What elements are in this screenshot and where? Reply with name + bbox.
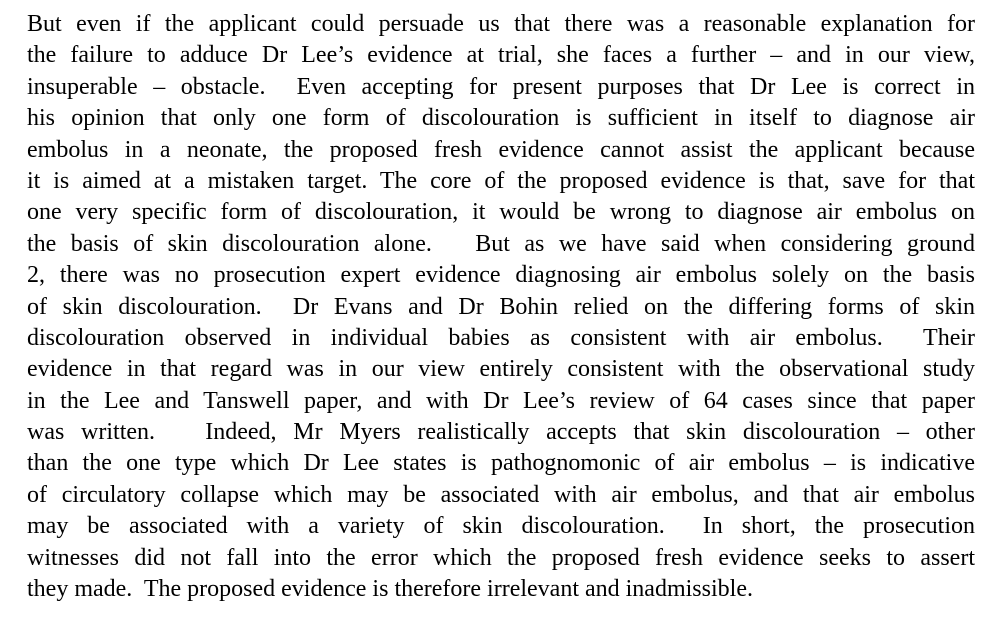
paragraph-line: discolouration observed in individual babies as consistent with air embolus. Their <box>27 324 975 351</box>
paragraph-line: the basis of skin discolouration alone. But as we have said when considering ground <box>27 230 975 257</box>
document-paragraph <box>27 9 975 605</box>
paragraph-line-last: they made. The proposed evidence is therefore irrelevant and inadmissible. <box>27 576 753 603</box>
paragraph-line: than the one type which Dr Lee states is pathognomonic of air embolus – is indicative <box>27 450 975 477</box>
paragraph-line: of skin discolouration. Dr Evans and Dr Bohin relied on the differing forms of skin <box>27 293 975 320</box>
paragraph-line: witnesses did not fall into the error which the proposed fresh evidence seeks to assert <box>27 544 975 571</box>
paragraph-line: insuperable – obstacle. Even accepting for present purposes that Dr Lee is correct in <box>27 73 975 100</box>
paragraph-line: embolus in a neonate, the proposed fresh evidence cannot assist the applicant because <box>27 136 975 163</box>
paragraph-line: was written. Indeed, Mr Myers realistically accepts that skin discolouration – other <box>27 419 975 446</box>
paragraph-line: in the Lee and Tanswell paper, and with Dr Lee’s review of 64 cases since that paper <box>27 387 975 414</box>
paragraph-line: of circulatory collapse which may be associated with air embolus, and that air embolus <box>27 481 975 508</box>
paragraph-line: the failure to adduce Dr Lee’s evidence at trial, she faces a further – and in our view, <box>27 42 975 69</box>
paragraph-line: his opinion that only one form of discolouration is sufficient in itself to diagnose air <box>27 105 975 132</box>
paragraph-line: one very specific form of discolouration, it would be wrong to diagnose air embolus on <box>27 199 975 226</box>
paragraph-line: evidence in that regard was in our view entirely consistent with the observational study <box>27 356 975 383</box>
paragraph-line: it is aimed at a mistaken target. The core of the proposed evidence is that, save for that <box>27 167 975 194</box>
paragraph-line: But even if the applicant could persuade us that there was a reasonable explanation for <box>27 11 975 37</box>
paragraph-line: 2, there was no prosecution expert evidence diagnosing air embolus solely on the basis <box>27 262 975 289</box>
paragraph-line: may be associated with a variety of skin discolouration. In short, the prosecution <box>27 513 975 540</box>
